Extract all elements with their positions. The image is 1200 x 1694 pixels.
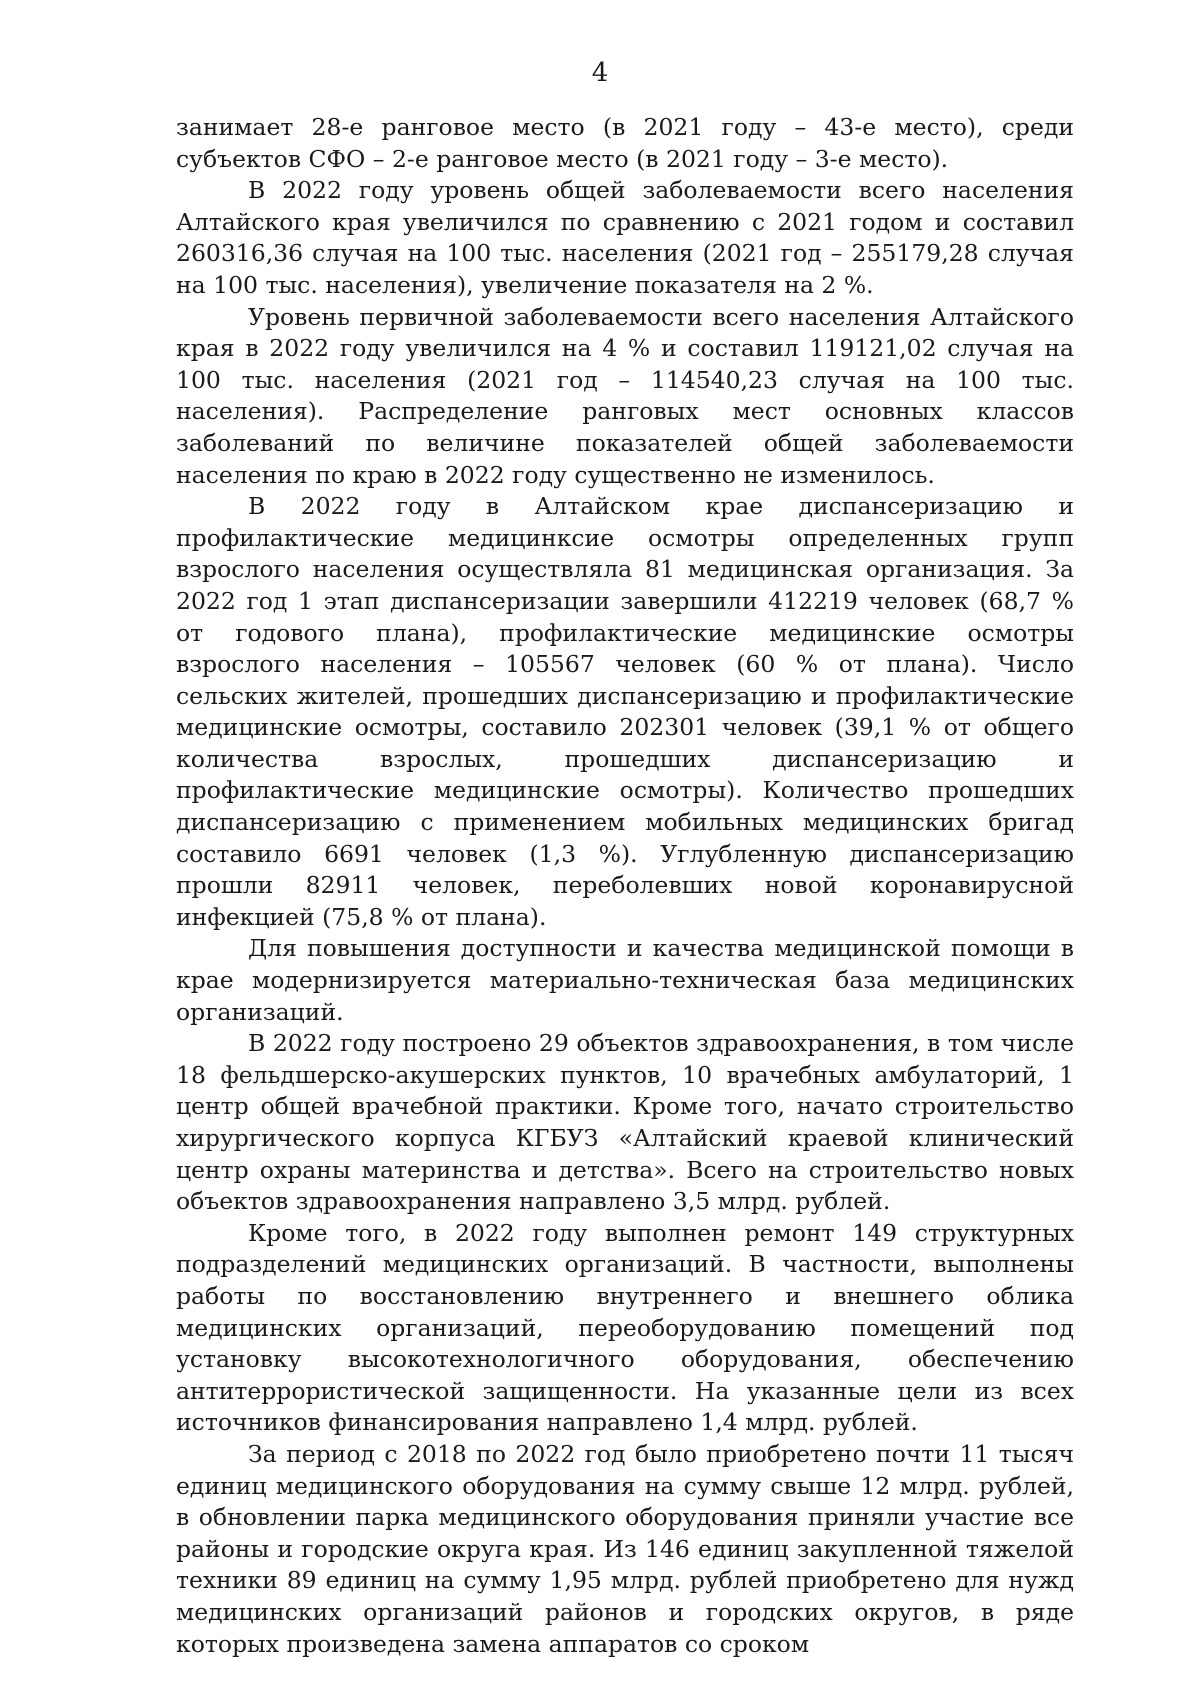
paragraph-construction: В 2022 году построено 29 объектов здравоохранения, в том числе 18 фельдшерско-акушерских пунктов, 10 врачебных амбулаторий, 1 центр общей врачебной практики. Кроме того, начато строительство хирургического корпуса КГБУЗ «Алтайский краевой клинический центр охраны материнства и детства». Всего на строительство новых объектов здравоохранения направлено 3,5 млрд. рублей. — [176, 1029, 1074, 1216]
paragraph-equipment: За период с 2018 по 2022 год было приобретено почти 11 тысяч единиц медицинского оборудования на сумму свыше 12 млрд. рублей, в обновлении парка медицинского оборудования приняли участие все районы и городские округа края. Из 146 единиц закупленной тяжелой техники 89 единиц на сумму 1,95 млрд. рублей приобретено для нужд медицинских организаций районов и городских округов, в ряде которых произведена замена аппаратов со сроком — [176, 1439, 1074, 1658]
page-number: 4 — [591, 58, 609, 88]
body-text — [176, 112, 1074, 1660]
paragraph-modernization: Для повышения доступности и качества медицинской помощи в крае модернизируется материально-техническая база медицинских организаций. — [176, 934, 1074, 1026]
paragraph-repairs: Кроме того, в 2022 году выполнен ремонт 149 структурных подразделений медицинских организаций. В частности, выполнены работы по восстановлению внутреннего и внешнего облика медицинских организаций, переоборудованию помещений под установку высокотехнологичного оборудования, обеспечению антитеррористической защищенности. На указанные цели из всех источников финансирования направлено 1,4 млрд. рублей. — [176, 1218, 1074, 1437]
paragraph-general-morbidity: В 2022 году уровень общей заболеваемости всего населения Алтайского края увеличился по сравнению с 2021 годом и составил 260316,36 случая на 100 тыс. населения (2021 год – 255179,28 случая на 100 тыс. населения), увеличение показателя на 2 %. — [176, 176, 1074, 299]
paragraph-ranking-continuation: занимает 28-е ранговое место (в 2021 году – 43-е место), среди субъектов СФО – 2-е ранговое место (в 2021 году – 3-е место). — [176, 113, 1074, 173]
paragraph-primary-morbidity: Уровень первичной заболеваемости всего населения Алтайского края в 2022 году увеличился на 4 % и составил 119121,02 случая на 100 тыс. населения (2021 год – 114540,23 случая на 100 тыс. населения). Распределение ранговых мест основных классов заболеваний по величине показателей общей заболеваемости населения по краю в 2022 году существенно не изменилось. — [176, 302, 1074, 489]
paragraph-medical-screening: В 2022 году в Алтайском крае диспансеризацию и профилактические медицинксие осмотры определенных групп взрослого населения осуществляла 81 медицинская организация. За 2022 год 1 этап диспансеризации завершили 412219 человек (68,7 % от годового плана), профилактические медицинские осмотры взрослого населения – 105567 человек (60 % от плана). Число сельских жителей, прошедших диспансеризацию и профилактические медицинские осмотры, составило 202301 человек (39,1 % от общего количества взрослых, прошедших диспансеризацию и профилактические медицинские осмотры). Количество прошедших диспансеризацию с применением мобильных медицинских бригад составило 6691 человек (1,3 %). Углубленную диспансеризацию прошли 82911 человек, переболевших новой коронавирусной инфекцией (75,8 % от плана). — [176, 492, 1074, 931]
